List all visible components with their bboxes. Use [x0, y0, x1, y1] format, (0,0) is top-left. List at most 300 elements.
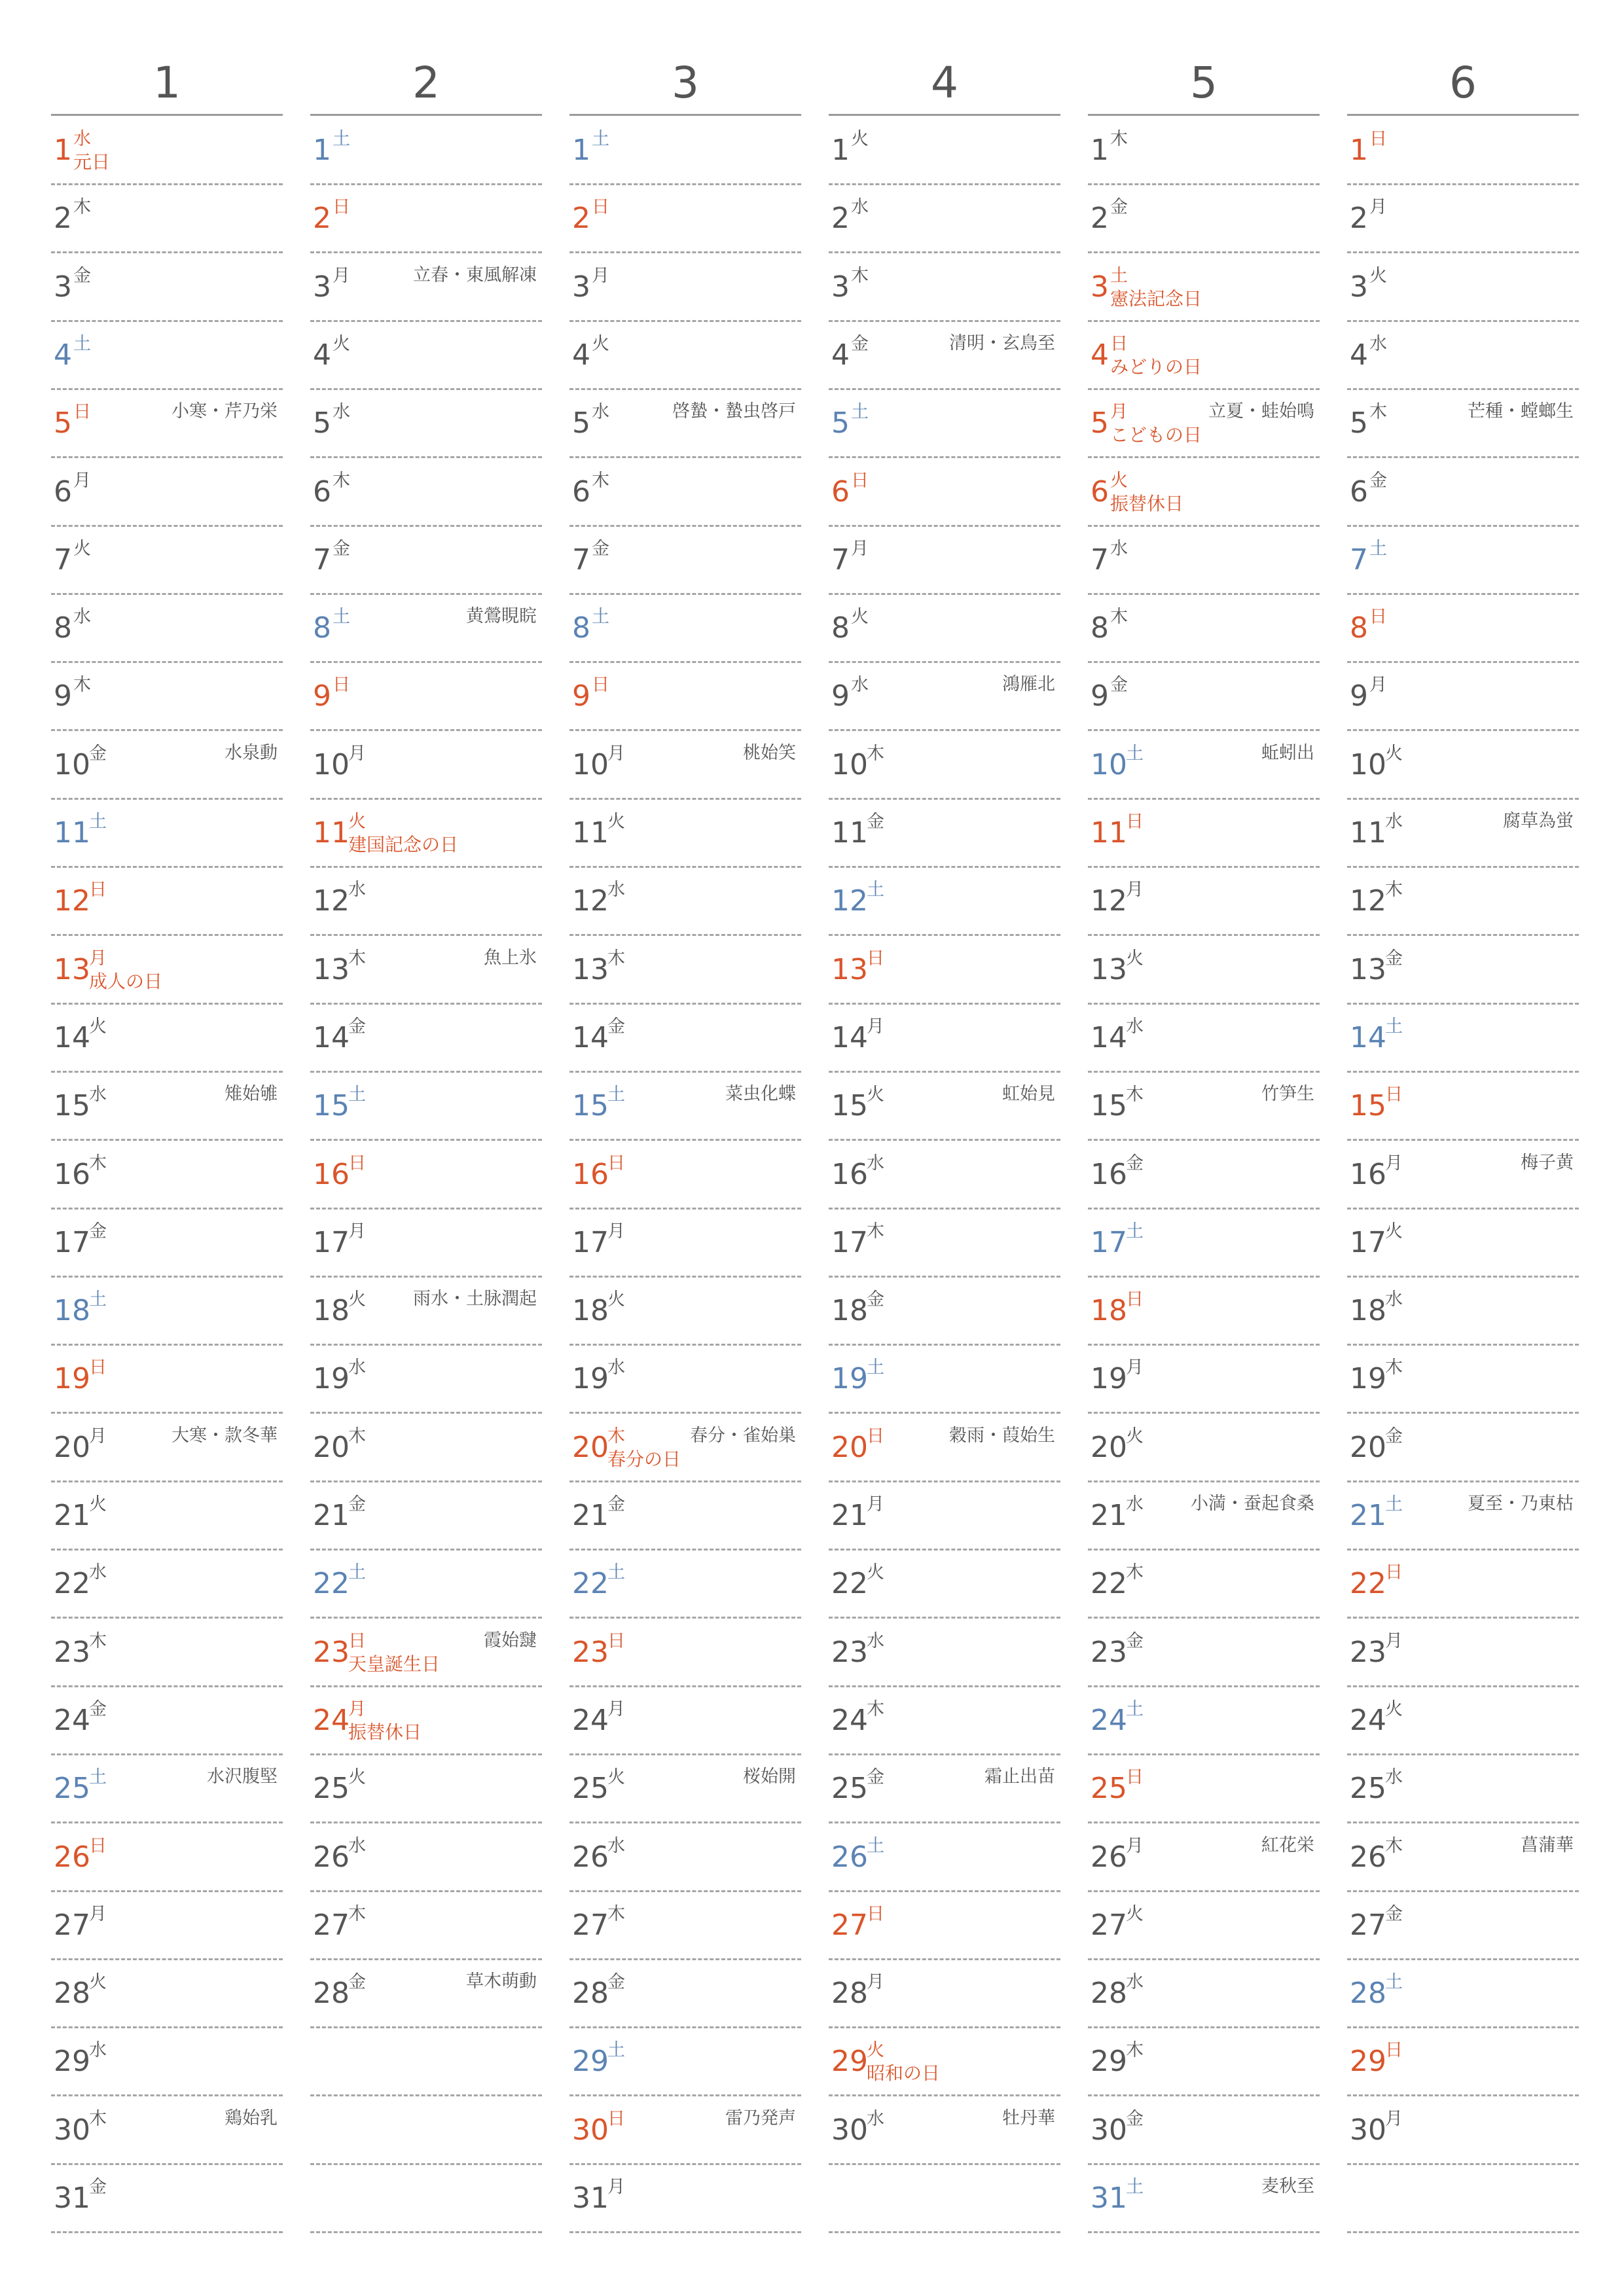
- weekday-label: 日: [1369, 129, 1387, 149]
- weekday-label: 日: [1126, 812, 1144, 832]
- weekday-label: 金: [867, 1767, 884, 1788]
- day-row: [51, 1550, 283, 1619]
- day-number: 22: [572, 1567, 609, 1601]
- day-number: 9: [831, 679, 850, 713]
- day-number: 22: [54, 1567, 90, 1601]
- day-number: 25: [831, 1772, 868, 1806]
- day-row: [1088, 799, 1320, 868]
- weekday-label: 月: [867, 1016, 884, 1037]
- weekday-label: 水: [1126, 1016, 1144, 1037]
- weekday-label: 木: [867, 1698, 884, 1719]
- seasonal-term: 霜止出苗: [984, 1767, 1055, 1787]
- day-number: 25: [1350, 1772, 1386, 1806]
- weekday-label: 木: [1110, 607, 1128, 628]
- month-column: [310, 0, 542, 2296]
- seasonal-term: 雉始雊: [225, 1084, 278, 1105]
- day-number: 19: [1350, 1362, 1386, 1396]
- day-row: [829, 1755, 1060, 1823]
- weekday-label: 金: [851, 333, 869, 354]
- weekday-label: 金: [1110, 197, 1128, 218]
- month-divider: [1347, 114, 1579, 116]
- day-number: 5: [1091, 406, 1109, 440]
- weekday-label: 土: [1385, 1016, 1403, 1037]
- day-number: 27: [54, 1908, 90, 1942]
- weekday-label: 金: [607, 1494, 625, 1515]
- day-number: 13: [1350, 952, 1386, 986]
- weekday-label: 月: [333, 265, 350, 286]
- day-row: [569, 185, 801, 253]
- day-row: [1347, 389, 1579, 458]
- day-row: [51, 1687, 283, 1755]
- holiday-name: 昭和の日: [867, 2062, 941, 2085]
- day-number: 30: [1350, 2113, 1386, 2147]
- weekday-label: 日: [607, 2108, 625, 2129]
- day-row: [829, 1687, 1060, 1755]
- day-row: [1347, 1072, 1579, 1141]
- day-row: [51, 1414, 283, 1482]
- month-divider: [569, 114, 801, 116]
- weekday-label: 月: [89, 948, 107, 969]
- day-number: 12: [831, 884, 868, 918]
- weekday-label: 木: [1126, 1085, 1144, 1105]
- day-number: 3: [831, 270, 850, 304]
- weekday-label: 月: [592, 265, 609, 286]
- weekday-label: 木: [348, 1426, 366, 1446]
- day-row: [829, 731, 1060, 800]
- day-number: 16: [831, 1157, 868, 1191]
- day-number: 13: [831, 952, 868, 986]
- seasonal-term: 小満・蚕起食桑: [1191, 1494, 1314, 1514]
- day-row: [569, 867, 801, 936]
- day-number: 24: [831, 1703, 868, 1737]
- weekday-label: 金: [73, 265, 91, 286]
- day-number: 5: [572, 406, 590, 440]
- weekday-label: 土: [1385, 1494, 1403, 1515]
- weekday-label: 日: [607, 1153, 625, 1174]
- day-number: 31: [54, 2181, 90, 2215]
- day-number: 27: [313, 1908, 350, 1942]
- weekday-label: 土: [867, 880, 884, 901]
- weekday-label: 水: [73, 607, 91, 628]
- weekday-label: 木: [1385, 1357, 1403, 1378]
- weekday-label: 土: [348, 1562, 366, 1583]
- seasonal-term: 芒種・螳螂生: [1468, 401, 1574, 422]
- day-row: [1088, 662, 1320, 731]
- day-number: 17: [313, 1225, 350, 1259]
- weekday-label: 火: [851, 607, 869, 628]
- day-row: [1347, 1004, 1579, 1073]
- day-row: [51, 936, 283, 1005]
- month-number: 1: [153, 58, 181, 108]
- day-row: [829, 1550, 1060, 1619]
- day-number: 18: [1350, 1294, 1386, 1328]
- day-row: [569, 731, 801, 800]
- day-row: [1088, 1687, 1320, 1755]
- weekday-label: 日: [1385, 1085, 1403, 1105]
- day-row: [51, 117, 283, 185]
- weekday-label: 火: [1385, 743, 1403, 764]
- day-number: 26: [313, 1840, 350, 1874]
- day-number: 28: [1091, 1977, 1127, 2011]
- seasonal-term: 牡丹華: [1002, 2108, 1055, 2128]
- day-number: 6: [572, 475, 590, 509]
- weekday-label: 木: [592, 470, 609, 491]
- day-number: 8: [572, 611, 590, 645]
- day-number: 15: [1350, 1089, 1386, 1123]
- day-row: [569, 1482, 801, 1551]
- day-number: 2: [313, 202, 331, 236]
- weekday-label: 土: [607, 2040, 625, 2061]
- day-row: [1088, 389, 1320, 458]
- day-number: 28: [572, 1977, 609, 2011]
- day-number: 22: [1350, 1567, 1386, 1601]
- day-number: 14: [1350, 1020, 1386, 1054]
- weekday-label: 土: [333, 129, 350, 149]
- day-row: [1347, 185, 1579, 253]
- day-row: [51, 458, 283, 527]
- weekday-label: 火: [89, 1016, 107, 1037]
- day-row: [1088, 1345, 1320, 1414]
- seasonal-term: 立夏・蛙始鳴: [1208, 401, 1314, 422]
- day-row: [1088, 2028, 1320, 2096]
- weekday-label: 金: [333, 538, 350, 559]
- day-number: 23: [54, 1635, 90, 1669]
- day-row: [1347, 867, 1579, 936]
- weekday-label: 火: [867, 1562, 884, 1583]
- weekday-label: 土: [867, 1357, 884, 1378]
- day-number: 2: [572, 202, 590, 236]
- month-divider: [1088, 114, 1320, 116]
- weekday-label: 木: [607, 1903, 625, 1924]
- weekday-label: 水: [607, 880, 625, 901]
- weekday-label: 水: [607, 1357, 625, 1378]
- day-row: [1347, 731, 1579, 800]
- day-row: [310, 2028, 542, 2096]
- weekday-label: 火: [851, 129, 869, 149]
- weekday-label: 水: [867, 1630, 884, 1651]
- seasonal-term: 夏至・乃東枯: [1468, 1494, 1574, 1514]
- weekday-label: 水: [1385, 1767, 1403, 1788]
- day-number: 31: [572, 2181, 609, 2215]
- holiday-name: 振替休日: [348, 1721, 422, 1743]
- weekday-label: 水: [867, 2108, 884, 2129]
- day-row: [51, 2028, 283, 2096]
- day-number: 15: [1091, 1089, 1127, 1123]
- day-number: 20: [572, 1430, 609, 1464]
- weekday-label: 金: [1126, 1630, 1144, 1651]
- weekday-label: 金: [348, 1494, 366, 1515]
- weekday-label: 土: [1369, 538, 1387, 559]
- day-number: 10: [831, 747, 868, 781]
- day-row: [829, 2164, 1060, 2233]
- seasonal-term: 鶏始乳: [225, 2108, 278, 2128]
- day-row: [310, 458, 542, 527]
- day-row: [310, 731, 542, 800]
- weekday-label: 木: [851, 265, 869, 286]
- day-row: [569, 389, 801, 458]
- weekday-label: 水: [851, 675, 869, 696]
- day-number: 20: [313, 1430, 350, 1464]
- day-number: 21: [313, 1499, 350, 1532]
- day-row: [51, 1960, 283, 2028]
- weekday-label: 火: [1385, 1221, 1403, 1242]
- day-row: [569, 2164, 801, 2233]
- day-number: 25: [54, 1772, 90, 1806]
- day-number: 9: [54, 679, 72, 713]
- day-number: 13: [54, 952, 90, 986]
- day-row: [569, 1892, 801, 1960]
- day-number: 13: [1091, 952, 1127, 986]
- day-row: [51, 662, 283, 731]
- day-number: 23: [313, 1635, 350, 1669]
- weekday-label: 日: [333, 675, 350, 696]
- weekday-label: 土: [1126, 1698, 1144, 1719]
- day-row: [1347, 1209, 1579, 1278]
- weekday-label: 月: [1369, 197, 1387, 218]
- day-row: [1088, 1414, 1320, 1482]
- day-row: [1347, 1414, 1579, 1482]
- weekday-label: 火: [867, 2040, 884, 2061]
- weekday-label: 水: [1126, 1494, 1144, 1515]
- day-number: 12: [572, 884, 609, 918]
- day-row: [829, 936, 1060, 1005]
- day-number: 10: [54, 747, 90, 781]
- day-row: [1347, 1619, 1579, 1687]
- day-number: 17: [1350, 1225, 1386, 1259]
- day-row: [1088, 1960, 1320, 2028]
- weekday-label: 土: [592, 607, 609, 628]
- day-number: 29: [54, 2045, 90, 2079]
- weekday-label: 土: [851, 402, 869, 423]
- weekday-label: 水: [333, 402, 350, 423]
- weekday-label: 月: [1369, 675, 1387, 696]
- weekday-label: 金: [607, 1016, 625, 1037]
- day-row: [1088, 2096, 1320, 2165]
- day-row: [1347, 662, 1579, 731]
- weekday-label: 月: [73, 470, 91, 491]
- day-row: [1347, 117, 1579, 185]
- weekday-label: 火: [348, 1289, 366, 1310]
- month-number: 2: [412, 58, 440, 108]
- day-number: 9: [1350, 679, 1368, 713]
- day-row: [310, 1619, 542, 1687]
- day-row: [1347, 1823, 1579, 1892]
- day-row: [51, 1277, 283, 1346]
- seasonal-term: 雨水・土脉潤起: [413, 1289, 537, 1310]
- weekday-label: 火: [1126, 1426, 1144, 1446]
- weekday-label: 土: [1110, 265, 1128, 286]
- day-number: 23: [831, 1635, 868, 1669]
- weekday-label: 火: [1385, 1698, 1403, 1719]
- day-number: 23: [572, 1635, 609, 1669]
- day-row: [51, 389, 283, 458]
- weekday-label: 土: [1126, 1221, 1144, 1242]
- weekday-label: 木: [333, 470, 350, 491]
- weekday-label: 火: [73, 538, 91, 559]
- weekday-label: 月: [89, 1426, 107, 1446]
- month-number: 5: [1190, 58, 1218, 108]
- day-number: 19: [831, 1362, 868, 1396]
- day-number: 24: [572, 1703, 609, 1737]
- day-row: [51, 1482, 283, 1551]
- day-number: 12: [54, 884, 90, 918]
- holiday-name: 憲法記念日: [1110, 287, 1202, 310]
- day-number: 29: [1091, 2045, 1127, 2079]
- seasonal-term: 梅子黄: [1521, 1152, 1574, 1173]
- day-number: 1: [1350, 134, 1368, 167]
- day-number: 22: [831, 1567, 868, 1601]
- day-number: 24: [54, 1703, 90, 1737]
- day-number: 30: [54, 2113, 90, 2147]
- day-row: [310, 1960, 542, 2028]
- day-row: [51, 253, 283, 322]
- day-row: [310, 321, 542, 390]
- day-number: 30: [572, 2113, 609, 2147]
- weekday-label: 金: [592, 538, 609, 559]
- weekday-label: 水: [1385, 1289, 1403, 1310]
- day-row: [569, 1960, 801, 2028]
- weekday-label: 火: [89, 1494, 107, 1515]
- weekday-label: 月: [1126, 1357, 1144, 1378]
- day-row: [569, 526, 801, 595]
- seasonal-term: 大寒・款冬華: [171, 1425, 278, 1446]
- weekday-label: 火: [89, 1972, 107, 1993]
- day-row: [569, 1345, 801, 1414]
- day-row: [1347, 1755, 1579, 1823]
- day-number: 16: [572, 1157, 609, 1191]
- day-number: 19: [54, 1362, 90, 1396]
- day-row: [829, 1072, 1060, 1141]
- day-row: [1088, 1004, 1320, 1073]
- month-column: [51, 0, 283, 2296]
- day-number: 27: [831, 1908, 868, 1942]
- day-row: [569, 936, 801, 1005]
- seasonal-term: 立春・東風解凍: [413, 264, 537, 285]
- day-number: 16: [1091, 1157, 1127, 1191]
- day-number: 25: [1091, 1772, 1127, 1806]
- day-number: 15: [572, 1089, 609, 1123]
- seasonal-term: 桜始開: [743, 1767, 796, 1787]
- day-number: 11: [572, 816, 609, 850]
- day-row: [1347, 936, 1579, 1005]
- day-row: [1347, 253, 1579, 322]
- day-row: [1347, 458, 1579, 527]
- day-row: [829, 1619, 1060, 1687]
- day-row: [569, 799, 801, 868]
- weekday-label: 土: [1126, 2177, 1144, 2197]
- weekday-label: 月: [607, 1698, 625, 1719]
- day-row: [51, 1209, 283, 1278]
- day-number: 7: [572, 543, 590, 577]
- weekday-label: 日: [348, 1630, 366, 1651]
- day-number: 1: [54, 134, 72, 167]
- day-number: 11: [313, 816, 350, 850]
- day-number: 3: [54, 270, 72, 304]
- month-divider: [310, 114, 542, 116]
- weekday-label: 土: [607, 1562, 625, 1583]
- day-row: [569, 1619, 801, 1687]
- month-divider: [829, 114, 1060, 116]
- seasonal-term: 腐草為蛍: [1503, 811, 1574, 831]
- day-row: [310, 1755, 542, 1823]
- day-number: 14: [572, 1020, 609, 1054]
- day-row: [829, 458, 1060, 527]
- day-number: 21: [1350, 1499, 1386, 1532]
- weekday-label: 火: [1110, 470, 1128, 491]
- day-number: 4: [572, 338, 590, 372]
- day-row: [569, 1687, 801, 1755]
- day-row: [1088, 1619, 1320, 1687]
- day-row: [829, 1345, 1060, 1414]
- day-number: 27: [572, 1908, 609, 1942]
- day-number: 4: [1350, 338, 1368, 372]
- day-row: [1088, 1755, 1320, 1823]
- weekday-label: 火: [607, 1767, 625, 1788]
- day-number: 25: [572, 1772, 609, 1806]
- holiday-name: 成人の日: [89, 970, 163, 992]
- seasonal-term: 魚上氷: [484, 947, 537, 968]
- day-number: 4: [831, 338, 850, 372]
- day-row: [51, 2096, 283, 2165]
- day-row: [1088, 731, 1320, 800]
- weekday-label: 木: [73, 197, 91, 218]
- day-row: [569, 1823, 801, 1892]
- weekday-label: 日: [1369, 607, 1387, 628]
- day-number: 2: [54, 202, 72, 236]
- weekday-label: 月: [1126, 1835, 1144, 1856]
- day-row: [51, 799, 283, 868]
- day-row: [51, 526, 283, 595]
- month-number: 3: [672, 58, 699, 108]
- day-row: [569, 1755, 801, 1823]
- day-number: 10: [313, 747, 350, 781]
- day-number: 23: [1091, 1635, 1127, 1669]
- weekday-label: 木: [73, 675, 91, 696]
- seasonal-term: 啓蟄・蟄虫啓戸: [672, 401, 796, 422]
- day-row: [1088, 117, 1320, 185]
- day-number: 7: [1091, 543, 1109, 577]
- seasonal-term: 水泉動: [225, 742, 278, 763]
- day-number: 21: [54, 1499, 90, 1532]
- day-row: [569, 2028, 801, 2096]
- day-row: [569, 321, 801, 390]
- day-row: [1347, 526, 1579, 595]
- day-number: 9: [313, 679, 331, 713]
- day-number: 29: [572, 2045, 609, 2079]
- weekday-label: 土: [1385, 1972, 1403, 1993]
- day-number: 7: [1350, 543, 1368, 577]
- month-column: [1347, 0, 1579, 2296]
- weekday-label: 日: [1126, 1289, 1144, 1310]
- day-number: 5: [1350, 406, 1368, 440]
- weekday-label: 月: [867, 1972, 884, 1993]
- weekday-label: 日: [348, 1153, 366, 1174]
- weekday-label: 月: [1385, 2108, 1403, 2129]
- day-row: [310, 1277, 542, 1346]
- day-row: [51, 1345, 283, 1414]
- weekday-label: 水: [73, 129, 91, 149]
- day-number: 6: [313, 475, 331, 509]
- weekday-label: 月: [1385, 1630, 1403, 1651]
- day-row: [1347, 321, 1579, 390]
- weekday-label: 日: [867, 1426, 884, 1446]
- day-row: [829, 321, 1060, 390]
- weekday-label: 日: [89, 1357, 107, 1378]
- weekday-label: 火: [607, 812, 625, 832]
- weekday-label: 水: [348, 1835, 366, 1856]
- weekday-label: 水: [89, 1085, 107, 1105]
- day-number: 28: [313, 1977, 350, 2011]
